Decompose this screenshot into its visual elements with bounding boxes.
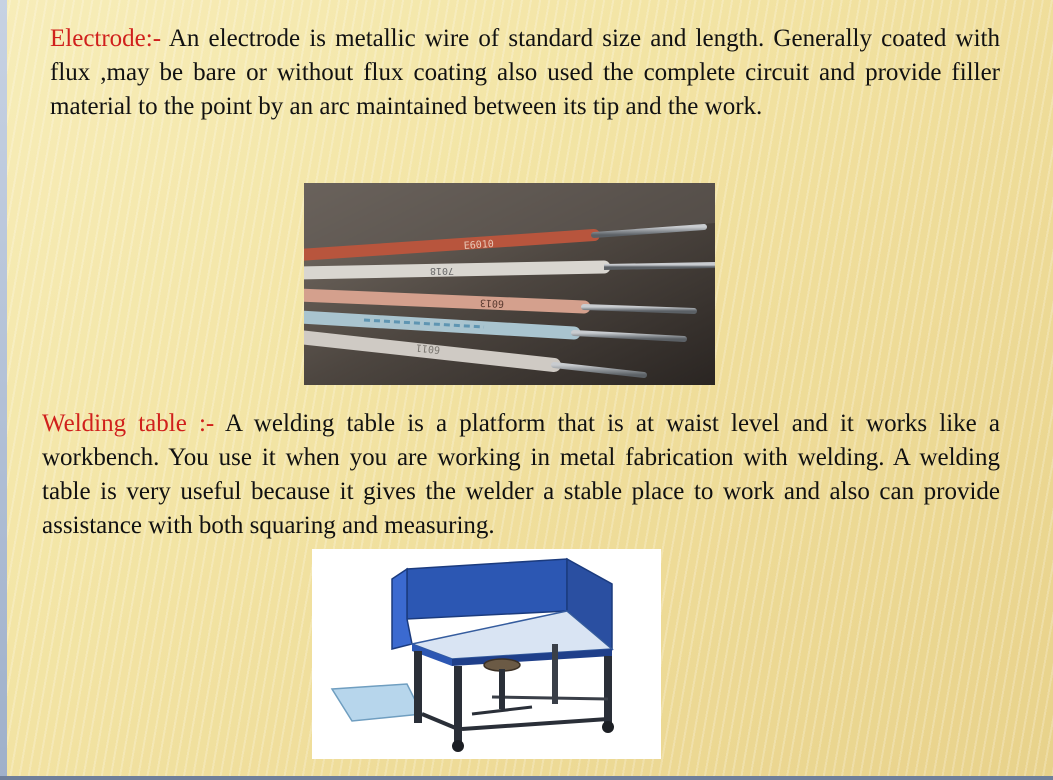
welding-table-description: A welding table is a platform that is at waist level and it works like a workbench. You use it when you are working in metal fabrication with welding. A welding table is very useful because it gives the welder a stable place to work and also can provide assistance with both squaring and measuring. bbox=[42, 410, 1000, 539]
welding-table-paragraph bbox=[42, 407, 1000, 543]
welding-table-term: Welding table :- bbox=[42, 410, 215, 437]
electrode-label-1: E6010 bbox=[463, 238, 495, 252]
electrode-description: An electrode is metallic wire of standard size and length. Generally coated with flux ,may be bare or without flux coating also used the complete circuit and provide filler material to the point by an arc maintained between its tip and the work. bbox=[50, 25, 1000, 120]
electrode-label-4: 6011 bbox=[415, 341, 441, 355]
slide-bottom-border bbox=[0, 776, 1053, 780]
electrode-label-2: 7018 bbox=[429, 265, 454, 276]
slide-left-border bbox=[0, 0, 7, 780]
welding-table-photo bbox=[312, 549, 661, 759]
electrode-label-3: 6013 bbox=[479, 296, 505, 309]
electrode-term: Electrode:- bbox=[50, 25, 162, 52]
electrode-paragraph bbox=[50, 22, 1000, 124]
electrode-photo bbox=[304, 183, 715, 385]
